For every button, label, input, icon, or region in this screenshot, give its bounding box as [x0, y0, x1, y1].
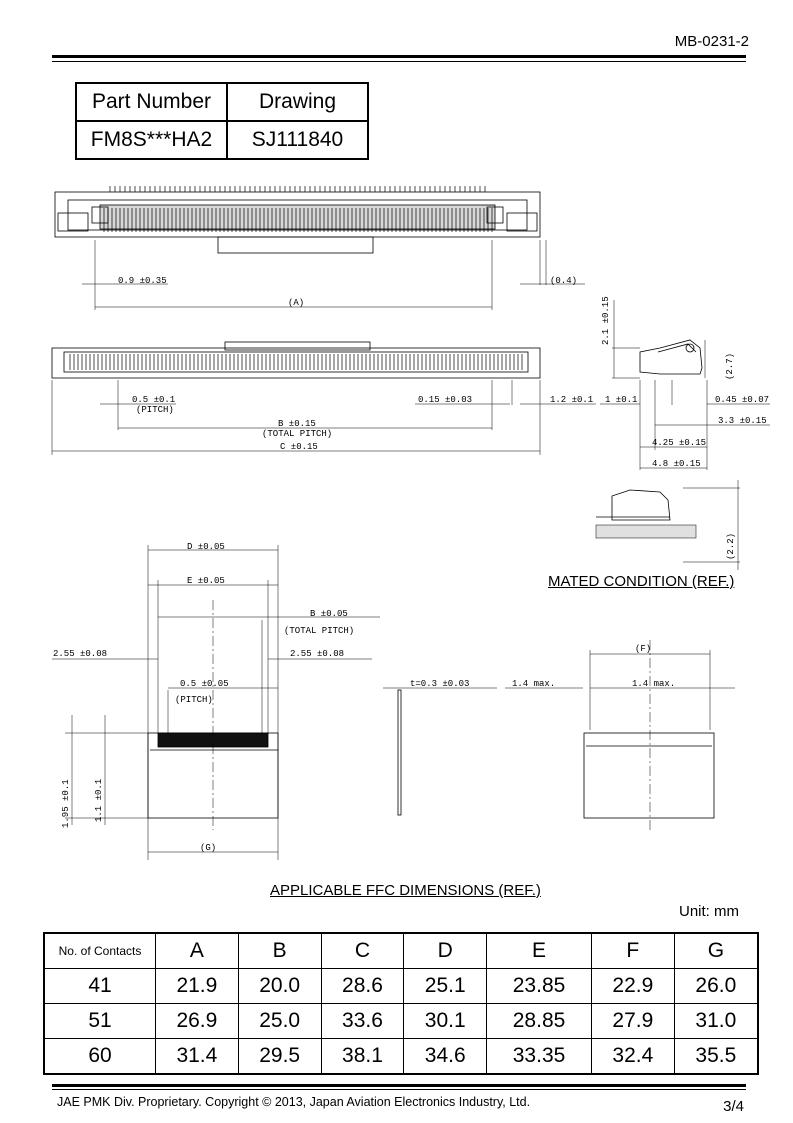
dim-0-15: 0.15 ±0.03 [418, 395, 473, 405]
table-cell: 28.85 [487, 1004, 592, 1039]
document-number: MB-0231-2 [674, 33, 749, 50]
table-cell: 27.9 [591, 1004, 674, 1039]
col-header-b: B [238, 933, 321, 969]
table-row [44, 969, 758, 1004]
col-header-e: E [487, 933, 592, 969]
table-cell: 29.5 [238, 1039, 321, 1075]
dim-0-45: 0.45 ±0.07 [715, 395, 770, 405]
ffc-dim-thickness: t=0.3 ±0.03 [410, 679, 470, 689]
unit-label: Unit: mm [679, 903, 739, 920]
table-cell: 23.85 [487, 969, 592, 1004]
ffc-dim-pitch: 0.5 ±0.05 [180, 679, 229, 689]
ffc-dim-f: (F) [635, 644, 652, 654]
table-cell: 30.1 [404, 1004, 487, 1039]
dim-4-8: 4.8 ±0.15 [652, 459, 701, 469]
ffc-dim-g: (G) [200, 843, 217, 853]
page-number: 3/4 [723, 1098, 744, 1115]
ffc-dimensions-heading: APPLICABLE FFC DIMENSIONS (REF.) [270, 882, 541, 899]
drawing-value: SJ111840 [227, 121, 368, 159]
ffc-side-view [383, 688, 583, 815]
table-cell: 34.6 [404, 1039, 487, 1075]
col-header-f: F [591, 933, 674, 969]
table-cell: 28.6 [321, 969, 404, 1004]
table-cell: 25.1 [404, 969, 487, 1004]
col-header-c: C [321, 933, 404, 969]
dim-0-9: 0.9 ±0.35 [118, 276, 167, 286]
footer-copyright: JAE PMK Div. Proprietary. Copyright © 2013, Japan Aviation Electronics Industry, Ltd. [57, 1095, 531, 1109]
table-row [44, 1004, 758, 1039]
dim-pitch-value: 0.5 ±0.1 [132, 395, 176, 405]
dim-0-4: (0.4) [550, 276, 578, 286]
col-header-a: A [156, 933, 239, 969]
table-cell: 31.0 [674, 1004, 758, 1039]
ffc-dim-e: E ±0.05 [187, 576, 225, 586]
contact-pins-front [70, 354, 522, 370]
table-cell: 33.6 [321, 1004, 404, 1039]
ffc-dim-pitch-label: (PITCH) [175, 695, 213, 705]
col-header-g: G [674, 933, 758, 969]
table-cell: 21.9 [156, 969, 239, 1004]
contact-teeth-top [110, 186, 485, 192]
col-header-d: D [404, 933, 487, 969]
table-cell: 60 [44, 1039, 156, 1075]
dim-2-2: (2.2) [726, 532, 736, 560]
dim-1-2: 1.2 ±0.1 [550, 395, 594, 405]
ffc-dim-b: B ±0.05 [310, 609, 348, 619]
ffc-dim-b-label: (TOTAL PITCH) [284, 626, 355, 636]
mated-condition-label: MATED CONDITION (REF.) [548, 573, 735, 590]
table-cell: 22.9 [591, 969, 674, 1004]
contacts-header: No. of Contacts [44, 933, 156, 969]
table-cell: 38.1 [321, 1039, 404, 1075]
table-cell: 32.4 [591, 1039, 674, 1075]
table-row [44, 1039, 758, 1075]
dim-2-1: 2.1 ±0.15 [601, 296, 611, 345]
table-cell: 35.5 [674, 1039, 758, 1075]
table-cell: 20.0 [238, 969, 321, 1004]
footer-rule-thick [52, 1084, 746, 1087]
table-cell: 33.35 [487, 1039, 592, 1075]
table-cell: 31.4 [156, 1039, 239, 1075]
ffc-dim-1-4-a: 1.4 max. [512, 679, 556, 689]
ffc-back-view [584, 640, 735, 830]
ffc-dim-1-4-b: 1.4 max. [632, 679, 676, 689]
dimension-table [43, 932, 759, 1075]
dim-b: B ±0.15 [278, 419, 316, 429]
mated-condition-view [596, 480, 740, 570]
table-cell: 26.0 [674, 969, 758, 1004]
ffc-dim-1-1: 1.1 ±0.1 [94, 778, 104, 822]
footer-rule-thin [52, 1089, 746, 1090]
dim-1: 1 ±0.1 [605, 395, 638, 405]
dim-c: C ±0.15 [280, 442, 318, 452]
table-cell: 51 [44, 1004, 156, 1039]
dim-b-label: (TOTAL PITCH) [262, 429, 333, 439]
ffc-dim-2-55-right: 2.55 ±0.08 [290, 649, 345, 659]
drawing-header: Drawing [227, 83, 368, 121]
part-number-header: Part Number [76, 83, 227, 121]
connector-top-view [55, 186, 546, 310]
dim-a: (A) [288, 298, 305, 308]
dim-2-7: (2.7) [725, 352, 735, 380]
table-cell: 41 [44, 969, 156, 1004]
dim-pitch-label: (PITCH) [136, 405, 174, 415]
part-number-value: FM8S***HA2 [76, 121, 227, 159]
ffc-dim-2-55-left: 2.55 ±0.08 [53, 649, 108, 659]
dim-3-3: 3.3 ±0.15 [718, 416, 767, 426]
dim-4-25: 4.25 ±0.15 [652, 438, 707, 448]
table-cell: 26.9 [156, 1004, 239, 1039]
ffc-dim-d: D ±0.05 [187, 542, 225, 552]
ffc-dim-1-95: 1.95 ±0.1 [61, 779, 71, 828]
table-cell: 25.0 [238, 1004, 321, 1039]
